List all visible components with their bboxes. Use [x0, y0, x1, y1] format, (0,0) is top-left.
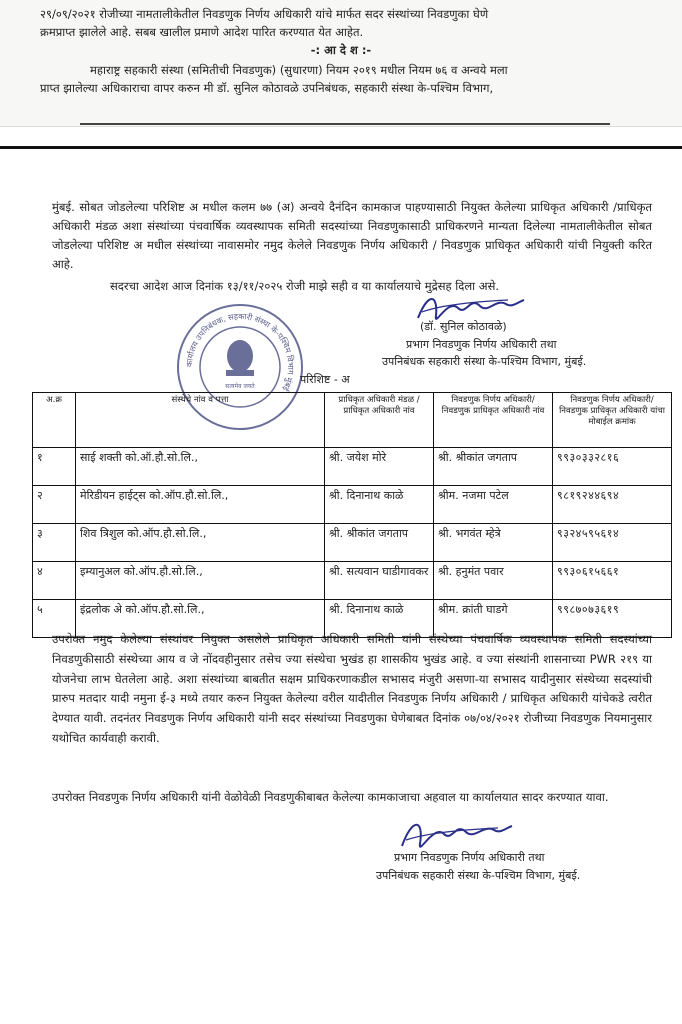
- seal-inner-text: सत्यमेव जयते: [225, 383, 255, 390]
- signatory2-title-2: उपनिबंधक सहकारी संस्था के-पश्चिम विभाग, मुंबई.: [376, 869, 581, 882]
- cell-admin: श्री. दिनानाथ काळे: [325, 486, 434, 524]
- table-row: [33, 486, 672, 524]
- annexure-title: परिशिष्ट - अ: [300, 373, 350, 386]
- cell-mobile: ९३२४५९५६१४: [553, 524, 672, 562]
- signatory2-title-1: प्रभाग निवडणुक निर्णय अधिकारी तथा: [394, 851, 545, 864]
- cell-admin: श्री. जयेश मोरे: [325, 448, 434, 486]
- table-row: [33, 448, 672, 486]
- table-header-row: [33, 393, 672, 448]
- cell-sr: ५: [33, 600, 76, 638]
- cell-officer: श्रीम. क्रांती घाडगे: [434, 600, 553, 638]
- top-line-4: प्राप्त झालेल्या अधिकाराचा वापर करुन मी डॉ. सुनिल कोठावळे उपनिबंधक, सहकारी संस्था के-पश्चिम विभाग,: [40, 81, 494, 95]
- header-officer: निवडणुक निर्णय अधिकारी/निवडणुक प्राधिकृत अधिकारी नांव: [434, 393, 553, 448]
- cell-officer: श्रीम. नजमा पटेल: [434, 486, 553, 524]
- header-sr: अ.क्र: [33, 393, 76, 448]
- header-society: संस्थेचे नांव व पत्ता: [76, 393, 325, 448]
- cell-mobile: ९९३०६१५६६१: [553, 562, 672, 600]
- table-row: [33, 562, 672, 600]
- emblem-icon: [226, 340, 254, 376]
- order-date-line: सदरचा आदेश आज दिनांक १३/११/२०२५ रोजी माझे सही व या कार्यालयाचे मुद्रेसह दिला असे.: [110, 279, 500, 293]
- top-line-2: क्रमप्राप्त झालेले आहे. सबब खालील प्रमाणे आदेश पारित करण्यात येत आहेत.: [40, 25, 364, 39]
- annexure-table: [32, 392, 672, 638]
- top-rule: [80, 123, 610, 125]
- order-paragraph: मुंबई. सोबत जोडलेल्या परिशिष्ट अ मधील कलम ७७ (अ) अन्वये दैनंदिन कामकाज पाहण्यासाठी नियुक्त केलेल्या प्राधिकृत अधिकारी /प्राधिकृत अधिकारी मंडळ अशा संस्थांच्या पंचवार्षिक व्यवस्थापक समिती सदस्यांच्या निवडणुकासाठी प्राधिकरणने मान्यता दिलेल्या नामतालीकेतील सोबत जोडलेल्या परिशिष्ट अ मधील संस्थांच्या नावासमोर नमुद केलेले निवडणुक निर्णय अधिकारी / निवडणुक प्राधिकृत अधिकारी यांची नियुक्ती करित आहे.: [52, 200, 652, 271]
- cell-mobile: ९९८७०७३६१९: [553, 600, 672, 638]
- cell-admin: श्री. सत्यवान घाडीगावकर: [325, 562, 434, 600]
- order-heading: -: आ दे श :-: [310, 43, 372, 57]
- cell-society: इम्यानुअल को.ऑप.हौ.सो.लि.,: [76, 562, 325, 600]
- cell-sr: २: [33, 486, 76, 524]
- cell-mobile: ९८१९२४४६९४: [553, 486, 672, 524]
- cell-society: साई शक्ती को.ऑ.हौ.सो.लि.,: [76, 448, 325, 486]
- signatory-title-2: उपनिबंधक सहकारी संस्था के-पश्चिम विभाग, मुंबई.: [382, 355, 587, 368]
- top-line-1: २९/०९/२०२१ रोजीच्या नामतालीकेतील निवडणुक निर्णय अधिकारी यांचे मार्फत सदर संस्थांच्या निवडणुका घेणे: [40, 7, 489, 21]
- cell-mobile: ९९३०३३२८१६: [553, 448, 672, 486]
- page-divider: [0, 146, 682, 149]
- cell-sr: ३: [33, 524, 76, 562]
- cell-officer: श्री. हनुमंत पवार: [434, 562, 553, 600]
- table-row: [33, 524, 672, 562]
- top-line-3: महाराष्ट्र सहकारी संस्था (समितीची निवडणुक) (सुधारणा) नियम २०१९ मधील नियम ७६ व अन्वये मला: [90, 63, 508, 77]
- signatory-title-1: प्रभाग निवडणुक निर्णय अधिकारी तथा: [406, 338, 557, 351]
- cell-society: शिव त्रिशुल को.ऑप.हौ.सो.लि.,: [76, 524, 325, 562]
- instructions-paragraph: उपरोक्त नमुद केलेल्या संस्थांवर नियुक्त असलेले प्राधिकृत अधिकारी समिती यांनी संस्थेच्या पंचवार्षिक व्यवस्थापक समिती सदस्यांच्या निवडणुकीसाठी संस्थेच्या आय व जे नोंदवहीनुसार तसेच ज्या संस्थेचा भुखंड हा शासकीय भुखंड आहे. व ज्या संस्थांनी शासनाच्या PWR २१९ या योजनेचा लाभ घेतलेला आहे. अशा संस्थांच्या बाबतीत सक्षम प्राधिकरणाकडील सभासद मंजुरी असणा-या सभासद यादीनुसार संस्थेच्या सदस्यांची प्रारुप मतदार यादी नमुना ई-३ मध्ये तयार करुन नियुक्त केलेल्या वरील यादीतील निवडणुक निर्णय अधिकारी / प्राधिकृत अधिकारी यांचेकडे त्वरीत देण्यात यावी. तदनंतर निवडणुक निर्णय अधिकारी यांनी सदर संस्थांच्या निवडणुका घेणेबाबत दिनांक ०७/०४/२०२१ रोजीच्या निवडणुक नियमानुसार यथोचित कार्यवाही करावी.: [52, 632, 652, 745]
- cell-sr: ४: [33, 562, 76, 600]
- cell-admin: श्री. श्रीकांत जगताप: [325, 524, 434, 562]
- signatory-name: (डॉ. सुनिल कोठावळे): [420, 320, 507, 333]
- seal-text: कार्यालय उपनिबंधक, सहकारी संस्था के-पश्चिम विभाग मुंबई: [184, 311, 296, 393]
- cell-officer: श्री. श्रीकांत जगताप: [434, 448, 553, 486]
- cell-society: मेरिडीयन हाईट्स को.ऑप.हौ.सो.लि.,: [76, 486, 325, 524]
- cell-admin: श्री. दिनानाथ काळे: [325, 600, 434, 638]
- cell-society: इंद्रलोक अे को.ऑप.हौ.सो.लि.,: [76, 600, 325, 638]
- header-mobile: निवडणुक निर्णय अधिकारी/ निवडणुक प्राधिकृत अधिकारी यांचा मोबाईल क्रमांक: [553, 393, 672, 448]
- header-admin: प्राधिकृत अधिकारी मंडळ /प्राधिकृत अधिकारी नांव: [325, 393, 434, 448]
- cell-officer: श्री. भगवंत म्हेत्रे: [434, 524, 553, 562]
- report-paragraph: उपरोक्त निवडणुक निर्णय अधिकारी यांनी वेळोवेळी निवडणुकीबाबत केलेल्या कामकाजाचा अहवाल या कार्यालयात सादर करण्यात यावा.: [52, 790, 609, 804]
- cell-sr: १: [33, 448, 76, 486]
- previous-page-fragment: [0, 0, 682, 127]
